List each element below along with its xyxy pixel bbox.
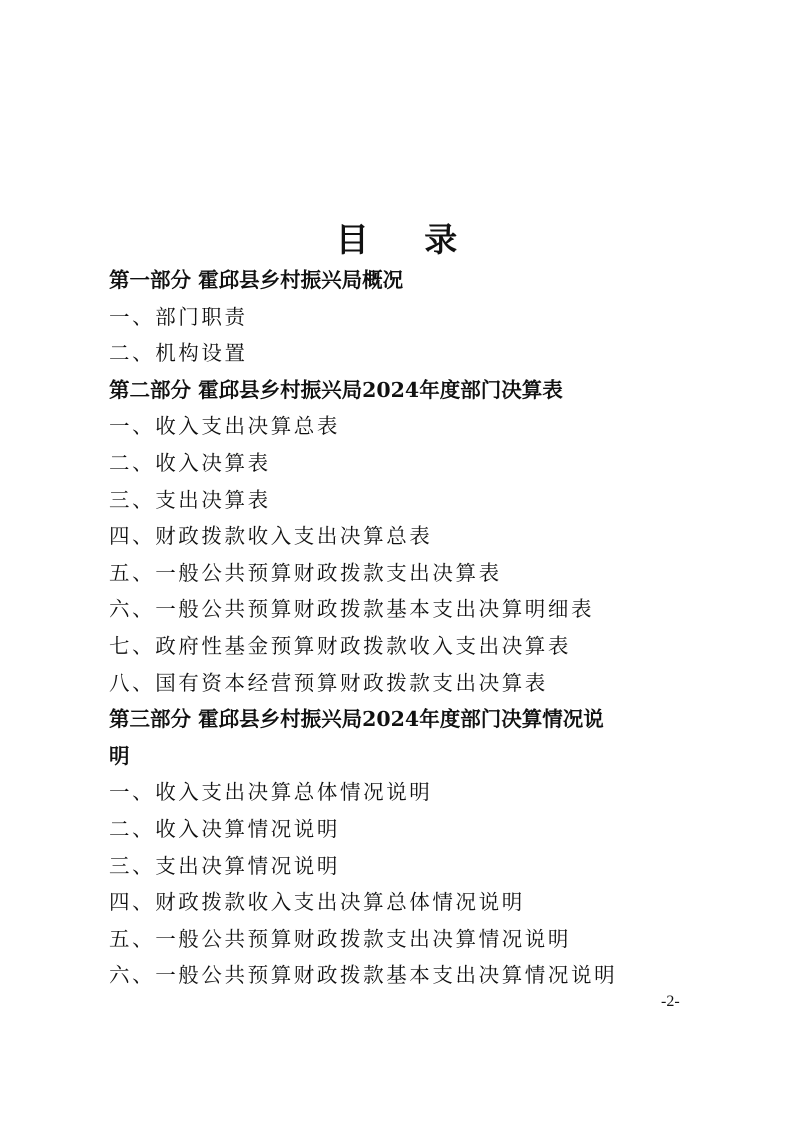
toc-item: 二、收入决算表 bbox=[109, 450, 271, 475]
toc-item: 一、收入支出决算总表 bbox=[109, 414, 340, 439]
toc-item: 五、一般公共预算财政拨款支出决算表 bbox=[109, 560, 502, 585]
toc-item: 六、一般公共预算财政拨款基本支出决算明细表 bbox=[109, 597, 595, 622]
toc-part-3: 第三部分 霍邱县乡村振兴局2024年度部门决算情况说 bbox=[109, 707, 604, 732]
toc-item: 一、部门职责 bbox=[109, 304, 248, 329]
toc-item: 四、财政拨款收入支出决算总体情况说明 bbox=[109, 890, 525, 915]
page-title: 目 录 bbox=[335, 220, 480, 259]
toc-item: 二、机构设置 bbox=[109, 341, 248, 366]
toc-item: 八、国有资本经营预算财政拨款支出决算表 bbox=[109, 670, 548, 695]
toc-item: 四、财政拨款收入支出决算总表 bbox=[109, 524, 433, 549]
toc-part-1: 第一部分 霍邱县乡村振兴局概况 bbox=[109, 268, 404, 292]
page-number: -2- bbox=[661, 993, 680, 1010]
toc-item: 五、一般公共预算财政拨款支出决算情况说明 bbox=[109, 926, 571, 951]
toc-part-3-continuation: 明 bbox=[109, 743, 130, 768]
toc-item: 二、收入决算情况说明 bbox=[109, 816, 340, 841]
toc-item: 三、支出决算表 bbox=[109, 487, 271, 512]
toc-item: 一、收入支出决算总体情况说明 bbox=[109, 780, 433, 805]
toc-item: 七、政府性基金预算财政拨款收入支出决算表 bbox=[109, 633, 571, 658]
toc-part-2: 第二部分 霍邱县乡村振兴局2024年度部门决算表 bbox=[109, 377, 563, 402]
table-of-contents bbox=[109, 262, 709, 994]
toc-item: 三、支出决算情况说明 bbox=[109, 853, 340, 878]
toc-item: 六、一般公共预算财政拨款基本支出决算情况说明 bbox=[109, 963, 618, 988]
